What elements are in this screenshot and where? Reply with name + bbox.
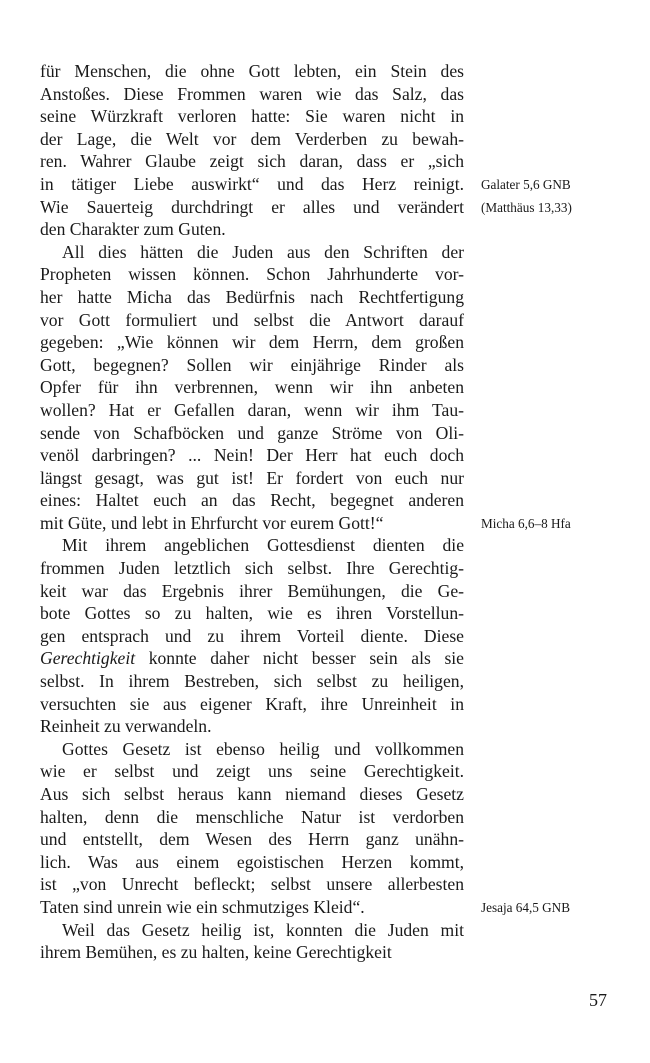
text-line xyxy=(40,376,464,399)
text-run: Anstoßes. Diese Frommen waren wie das Salz, das xyxy=(40,83,464,104)
text-run: ist „von Unrecht befleckt; selbst unsere allerbesten xyxy=(40,874,464,895)
text-run: konnte daher nicht besser sein als sie xyxy=(135,648,464,669)
text-run: Gott, begegnen? Sollen wir einjährige Rinder als xyxy=(40,354,464,375)
paragraph xyxy=(40,60,464,241)
text-run: Opfer für ihn verbrennen, wenn wir ihn anbeten xyxy=(40,377,464,398)
text-run: her hatte Micha das Bedürfnis nach Rechtfertigung xyxy=(40,286,464,307)
text-run: für Menschen, die ohne Gott lebten, ein Stein des xyxy=(40,61,464,81)
text-line xyxy=(40,60,464,83)
margin-note: (Matthäus 13,33) xyxy=(481,199,572,215)
text-run: ren. Wahrer Glaube zeigt sich daran, dass er „sich xyxy=(40,151,464,172)
text-line xyxy=(40,422,464,445)
text-line xyxy=(40,941,464,964)
text-run: sende von Schafböcken und ganze Ströme von Oli- xyxy=(40,422,464,443)
margin-note: Jesaja 64,5 GNB xyxy=(481,900,571,916)
text-run: All dies hätten die Juden aus den Schriften der xyxy=(62,241,464,262)
text-line xyxy=(40,331,464,354)
paragraph xyxy=(40,534,464,737)
margin-note: Micha 6,6–8 Hfa xyxy=(481,516,571,531)
text-line xyxy=(40,896,464,919)
text-run: gegeben: „Wie können wir dem Herrn, dem großen xyxy=(40,332,464,353)
text-run: den Charakter zum Guten. xyxy=(40,219,226,240)
text-line xyxy=(40,534,464,557)
text-line xyxy=(40,105,464,128)
text-line xyxy=(40,806,464,829)
text-line xyxy=(40,602,464,625)
text-run: venöl darbringen? ... Nein! Der Herr hat euch doch xyxy=(40,445,464,466)
text-run: wollen? Hat er Gefallen daran, wenn wir ihm Tau- xyxy=(40,399,464,420)
body-text xyxy=(40,60,464,964)
text-run: mit Güte, und lebt in Ehrfurcht vor eurem Gott!“ xyxy=(40,512,384,533)
text-run: versuchten sie aus eigener Kraft, ihre Unreinheit in xyxy=(40,693,464,714)
text-line xyxy=(40,444,464,467)
text-run: Taten sind unrein wie ein schmutziges Kleid“. xyxy=(40,896,365,917)
text-line xyxy=(40,218,464,241)
paragraph xyxy=(40,738,464,919)
text-run: eines: Haltet euch an das Recht, begegnet anderen xyxy=(40,490,464,511)
text-run: der Lage, die Welt vor dem Verderben zu bewah- xyxy=(40,128,464,149)
text-run: in tätiger Liebe auswirkt“ und das Herz reinigt. xyxy=(40,173,464,194)
text-run: frommen Juden letztlich sich selbst. Ihre Gerechtig- xyxy=(40,558,464,579)
text-line xyxy=(40,489,464,512)
text-line xyxy=(40,693,464,716)
paragraph xyxy=(40,919,464,964)
text-line xyxy=(40,670,464,693)
text-line xyxy=(40,625,464,648)
text-line xyxy=(40,399,464,422)
page-number: 57 xyxy=(589,990,607,1010)
text-run: Wie Sauerteig durchdringt er alles und verändert xyxy=(40,196,464,217)
text-line xyxy=(40,241,464,264)
text-line xyxy=(40,83,464,106)
italic-text: Gerechtigkeit xyxy=(40,648,136,669)
text-line xyxy=(40,919,464,942)
text-line xyxy=(40,828,464,851)
text-run: Weil das Gesetz heilig ist, konnten die Juden mit xyxy=(62,919,464,940)
text-run: Reinheit zu verwandeln. xyxy=(40,716,212,737)
paragraph xyxy=(40,241,464,535)
text-run: Aus sich selbst heraus kann niemand dieses Gesetz xyxy=(40,784,464,804)
text-run: halten, denn die menschliche Natur ist verdorben xyxy=(40,806,464,827)
text-run: längst gesagt, was gut ist! Er fordert von euch nur xyxy=(40,467,464,488)
text-line xyxy=(40,263,464,286)
text-line xyxy=(40,512,464,535)
text-line xyxy=(40,873,464,896)
text-run: und entstellt, dem Wesen des Herrn ganz unähn- xyxy=(40,829,464,850)
text-line xyxy=(40,647,464,670)
text-line xyxy=(40,580,464,603)
text-run: seine Würzkraft verloren hatte: Sie waren nicht in xyxy=(40,106,464,127)
text-line xyxy=(40,467,464,490)
text-line xyxy=(40,173,464,196)
text-run: lich. Was aus einem egoistischen Herzen kommt, xyxy=(40,851,464,872)
text-line xyxy=(40,128,464,151)
text-run: vor Gott formuliert und selbst die Antwort darauf xyxy=(40,309,464,330)
text-line xyxy=(40,783,464,806)
text-line xyxy=(40,557,464,580)
text-run: bote Gottes so zu halten, wie es ihren Vorstellun- xyxy=(40,603,464,624)
text-line xyxy=(40,196,464,219)
text-line xyxy=(40,738,464,761)
text-run: Mit ihrem angeblichen Gottesdienst dienten die xyxy=(62,535,464,556)
margin-note: Galater 5,6 GNB xyxy=(481,177,571,192)
text-line xyxy=(40,851,464,874)
text-run: Propheten wissen können. Schon Jahrhunderte vor- xyxy=(40,264,464,285)
text-run: Gottes Gesetz ist ebenso heilig und vollkommen xyxy=(62,738,464,759)
text-line xyxy=(40,309,464,332)
text-run: wie er selbst und zeigt uns seine Gerechtigkeit. xyxy=(40,761,464,782)
text-run: selbst. In ihrem Bestreben, sich selbst zu heiligen, xyxy=(40,671,464,692)
text-line xyxy=(40,150,464,173)
text-line xyxy=(40,286,464,309)
text-run: ihrem Bemühen, es zu halten, keine Gerechtigkeit xyxy=(40,942,392,963)
text-line xyxy=(40,760,464,783)
text-run: keit war das Ergebnis ihrer Bemühungen, die Ge- xyxy=(40,580,464,601)
text-line xyxy=(40,354,464,377)
text-line xyxy=(40,715,464,738)
text-run: gen entsprach und zu ihrem Vorteil diente. Diese xyxy=(40,625,464,646)
